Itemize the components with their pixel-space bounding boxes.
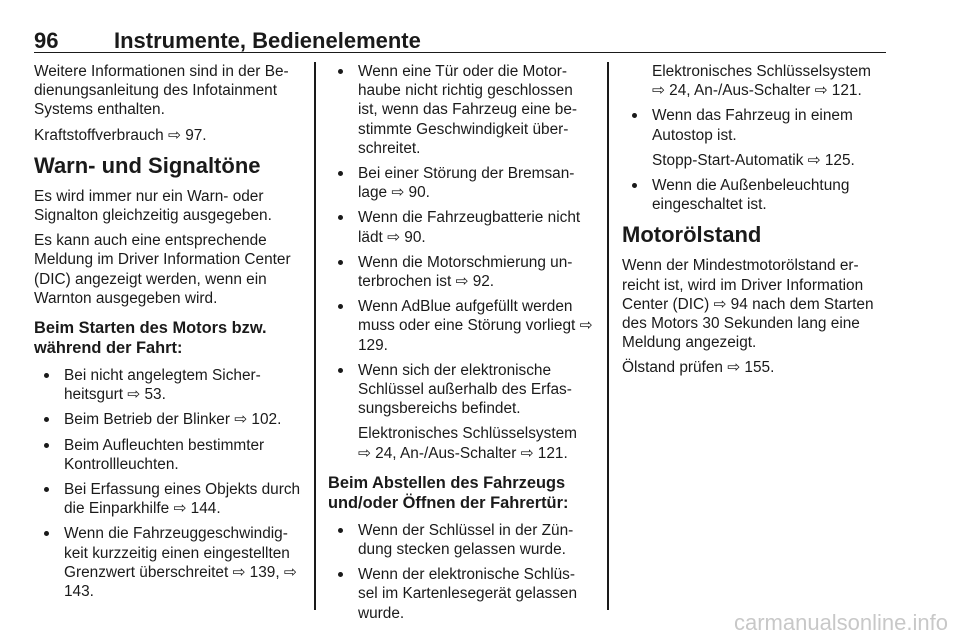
column-1	[34, 62, 302, 607]
list-item: Wenn eine Tür oder die Motor-haube nicht richtig geschlossen ist, wenn das Fahrzeug eine be-stimmte Geschwindigkeit über-schreitet.	[328, 62, 594, 158]
list-warnings-parking	[328, 521, 594, 623]
list-item: Bei einer Störung der Bremsan-lage ⇨ 90.	[328, 164, 594, 202]
watermark: carmanualsonline.info	[733, 610, 948, 635]
oil-check-reference: Ölstand prüfen ⇨ 155.	[622, 359, 775, 377]
column-divider	[607, 62, 609, 610]
list-item: Wenn die Außenbeleuchtung eingeschaltet ist.	[622, 176, 888, 214]
list-item: Beim Betrieb der Blinker ⇨ 102.	[34, 410, 302, 429]
list-item: Wenn die Fahrzeugbatterie nicht lädt ⇨ 90.	[328, 208, 594, 246]
list-item: Beim Aufleuchten bestimmter Kontrollleuchten.	[34, 436, 302, 474]
list-item: Wenn der Schlüssel in der Zün-dung stecken gelassen wurde.	[328, 521, 594, 559]
list-item: Bei nicht angelegtem Sicher-heitsgurt ⇨ 53.	[34, 366, 302, 404]
list-item	[328, 361, 594, 463]
list-item-reference: Elektronisches Schlüsselsystem ⇨ 24, An-/Aus-Schalter ⇨ 121.	[358, 425, 577, 462]
paragraph: Es kann auch eine entsprechende Meldung im Driver Information Center (DIC) angezeigt werden, wenn ein Warnton ausgegeben wird.	[34, 232, 291, 307]
list-item	[622, 106, 888, 170]
list-warnings-driving	[34, 366, 302, 601]
column-divider	[314, 62, 316, 610]
list-item-continuation: Elektronisches Schlüsselsystem ⇨ 24, An-/Aus-Schalter ⇨ 121.	[652, 63, 871, 100]
column-3	[622, 62, 888, 384]
subheading-parking: Beim Abstellen des Fahrzeugs und/oder Öffnen der Fahrertür:	[328, 473, 569, 512]
page-number: 96	[34, 28, 59, 53]
page-title: Instrumente, Bedienelemente	[114, 28, 421, 53]
list-item: Wenn die Fahrzeuggeschwindig-keit kurzzeitig einen eingestellten Grenzwert überschreitet ⇨ 139, ⇨ 143.	[34, 524, 302, 601]
column-2	[328, 62, 594, 629]
list-item: Wenn die Motorschmierung un-terbrochen ist ⇨ 92.	[328, 253, 594, 291]
list-item: Bei Erfassung eines Objekts durch die Einparkhilfe ⇨ 144.	[34, 480, 302, 518]
list-item: Wenn AdBlue aufgefüllt werden muss oder eine Störung vorliegt ⇨ 129.	[328, 297, 594, 355]
section-heading-warning-tones: Warn- und Signaltöne	[34, 152, 261, 178]
subheading-starting-driving: Beim Starten des Motors bzw. während der Fahrt:	[34, 319, 267, 358]
intro-paragraph: Weitere Informationen sind in der Be-dienungsanleitung des Infotainment Systems enthalten.	[34, 63, 289, 119]
list-item-text: Wenn sich der elektronische Schlüssel außerhalb des Erfas-sungsbereichs befindet.	[358, 361, 572, 418]
section-heading-oil-level: Motorölstand	[622, 222, 762, 248]
list-warnings-parking-continued	[622, 106, 888, 214]
paragraph: Wenn der Mindestmotorölstand er-reicht ist, wird im Driver Information Center (DIC) ⇨ 94 nach dem Starten des Motors 30 Sekunden lang eine Meldung angezeigt.	[622, 257, 874, 352]
page-header	[34, 28, 886, 53]
fuel-consumption-reference: Kraftstoffverbrauch ⇨ 97.	[34, 126, 207, 144]
paragraph: Es wird immer nur ein Warn- oder Signalton gleichzeitig ausgegeben.	[34, 187, 272, 225]
list-warnings-continued	[328, 62, 594, 463]
list-item-reference: Stopp-Start-Automatik ⇨ 125.	[652, 151, 855, 169]
list-item-text: Wenn das Fahrzeug in einem Autostop ist.	[652, 107, 853, 144]
list-item: Wenn der elektronische Schlüs-sel im Kartenlesegerät gelassen wurde.	[328, 565, 594, 623]
